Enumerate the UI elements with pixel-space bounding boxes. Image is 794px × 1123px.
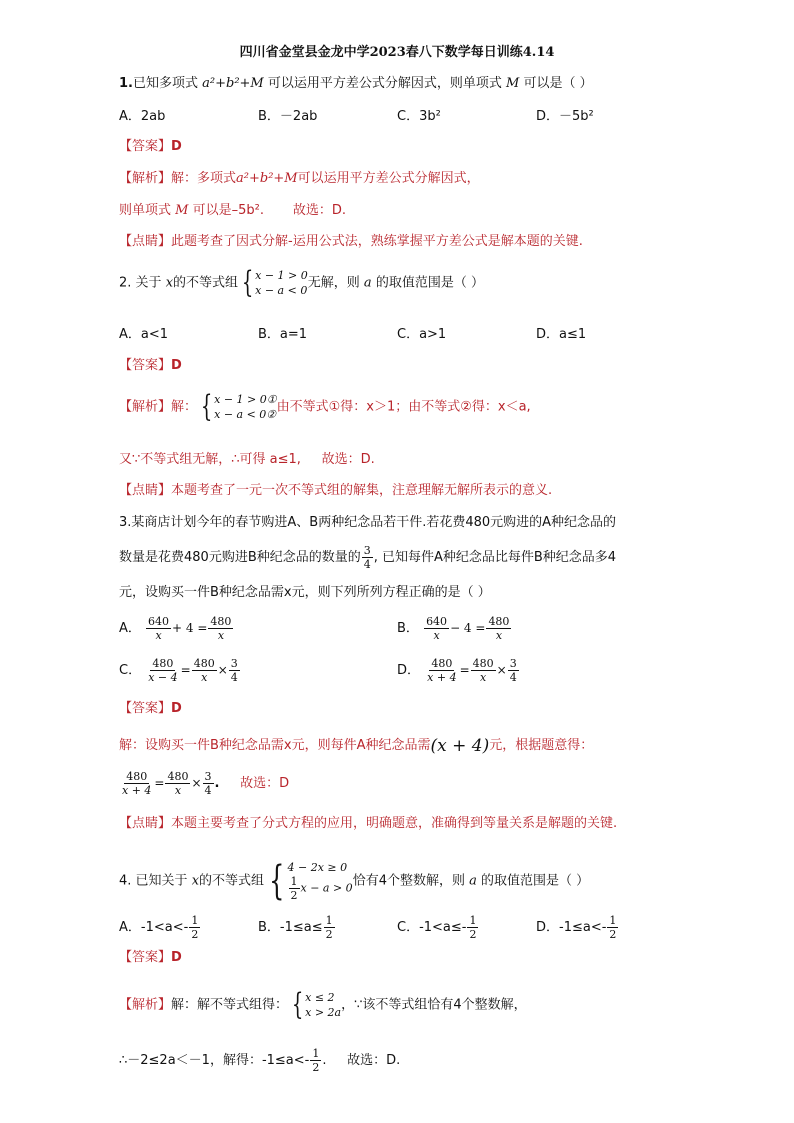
q3-option-c: [119, 657, 241, 684]
q2-stem-text-3: 无解，则: [307, 275, 360, 291]
frac-num: 1: [191, 914, 199, 927]
frac: [120, 770, 153, 797]
frac-num: 1: [469, 914, 477, 927]
q4-inequality-2: [288, 875, 353, 902]
q2-stem: [119, 265, 484, 300]
frac-num: 1: [312, 1047, 320, 1060]
q4-ineq-2-rest: x − a > 0: [300, 881, 353, 895]
period: .: [322, 1053, 327, 1068]
q2-analysis-2c: 故选：D.: [321, 452, 375, 467]
q4-analysis-ineq-1: x ≤ 2: [305, 991, 335, 1004]
q2-inequality-2: x − a < 0: [255, 284, 308, 297]
analysis-tag: 【解析】: [119, 997, 172, 1013]
math-op: ×: [217, 663, 228, 677]
q1-option-a: A．2ab: [119, 109, 166, 124]
q3-stem-line1: 3.某商店计划今年的春节购进A、B两种纪念品若干件.若花费480元购进的A种纪念品的: [119, 515, 617, 530]
q1-monomial: M: [506, 76, 520, 91]
q2-inequality-1: x − 1 > 0: [255, 269, 308, 282]
math-op: =: [180, 663, 191, 677]
q4-inequality-1: 4 − 2x ≥ 0: [287, 861, 348, 874]
q1-analysis: [119, 170, 480, 188]
q4-stem: [119, 860, 589, 902]
q2-comment: [119, 482, 552, 500]
q3-option-d: [397, 657, 520, 684]
frac-den: x: [217, 629, 225, 642]
q2-answer: [119, 357, 182, 375]
q1-analysis-2c: 故选：D.: [292, 203, 347, 218]
option-text: A．-1<a<-: [119, 920, 189, 935]
option-text: B．-1≤a≤: [258, 920, 323, 935]
q3-stem-line3: 元，设购买一件B种纪念品需x元，则下列所列方程正确的是（ ）: [119, 585, 491, 600]
option-text: D．-1≤a<-: [536, 920, 607, 935]
frac: [424, 615, 449, 642]
analysis-tag: 【解析】: [119, 171, 172, 186]
q3-comment-text: 本题主要考查了分式方程的应用，明确题意，准确得到等量关系是解题的关键.: [171, 816, 618, 831]
q4-final-choice: 故选：D.: [347, 1053, 401, 1068]
frac: [607, 914, 618, 941]
option-label: C．: [119, 663, 142, 678]
q4-analysis-text-2: ，∵该不等式组恰有4个整数解，: [341, 997, 527, 1013]
frac-den: x + 4: [427, 671, 457, 684]
q4-stem-text-4: 的取值范围是（ ）: [481, 873, 590, 889]
q3-option-b: [397, 615, 512, 642]
frac: [189, 914, 200, 941]
q4-analysis-system: { x ≤ 2 x > 2a: [291, 987, 342, 1022]
frac-den: 2: [191, 928, 199, 941]
frac-den: 4: [363, 558, 371, 571]
math-op: =: [459, 663, 470, 677]
frac: [192, 657, 217, 684]
option-label: A．: [119, 621, 141, 636]
document-title: 四川省金堂县金龙中学2023春八下数学每日训练4.14: [239, 45, 555, 60]
q3-option-a: [119, 615, 234, 642]
frac: [471, 657, 496, 684]
frac-num: 3: [230, 657, 238, 670]
frac: [486, 615, 511, 642]
frac-num: 480: [210, 615, 232, 628]
q2-comment-text: 本题考查了一元一次不等式组的解集，注意理解无解所表示的意义.: [171, 483, 553, 498]
option-label: B．: [397, 621, 419, 636]
q4-answer-value: D: [171, 950, 182, 965]
answer-tag: 【答案】: [119, 950, 172, 965]
frac-num: 640: [148, 615, 170, 628]
q3-solution-choice: 故选：D: [240, 776, 290, 791]
frac-num: 480: [472, 657, 494, 670]
q2-analysis-2: 又∵不等式组无解，∴可得 a≤1,: [119, 452, 301, 467]
q4-var-a: a: [469, 873, 477, 889]
frac-num: 640: [426, 615, 448, 628]
frac-den: 4: [230, 671, 238, 684]
option-label: D．: [397, 663, 421, 678]
q2-answer-value: D: [171, 358, 182, 373]
q1-analysis-2m: M: [175, 203, 189, 218]
frac: [289, 875, 300, 902]
frac: [208, 615, 233, 642]
q1-stem-text-2: 可以运用平方差公式分解因式，则单项式: [267, 76, 502, 91]
q1-option-c: C．3b²: [397, 109, 441, 124]
frac-den: 2: [312, 1061, 320, 1074]
frac: [203, 770, 214, 797]
q4-final-text: ∴－2≤2a＜－1，解得：-1≤a<-: [119, 1053, 310, 1068]
q3-solution-text: 解：设购买一件B种纪念品需x元，则每件A种纪念品需: [119, 738, 431, 753]
q2-analysis: [119, 389, 531, 424]
q3-answer: [119, 700, 182, 718]
math-op: ×: [191, 776, 202, 790]
q4-option-d: [536, 914, 619, 941]
frac: [324, 914, 335, 941]
frac-num: 1: [609, 914, 617, 927]
q1-analysis-line2: [119, 202, 346, 220]
frac-den: x: [495, 629, 503, 642]
frac-num: 480: [152, 657, 174, 670]
q1-answer: [119, 138, 182, 156]
frac: [146, 615, 171, 642]
q1-option-d: D．－5b²: [536, 109, 594, 124]
frac: [508, 657, 519, 684]
q1-comment: [119, 233, 583, 251]
frac-den: x: [155, 629, 162, 642]
frac-den: x: [480, 671, 487, 684]
frac-den: 2: [290, 889, 298, 902]
q1-analysis-poly: a²+b²+M: [236, 171, 298, 186]
comment-tag: 【点睛】: [119, 816, 172, 831]
answer-tag: 【答案】: [119, 358, 172, 373]
q2-analysis-text-2: 由不等式①得：x＞1；由不等式②得：x＜a,: [276, 399, 531, 415]
q3-solution: [119, 737, 593, 755]
comment-tag: 【点睛】: [119, 483, 172, 498]
q1-polynomial: a²+b²+M: [202, 76, 264, 91]
frac-num: 480: [488, 615, 510, 628]
q4-analysis: [119, 987, 527, 1022]
q3-answer-value: D: [171, 701, 182, 716]
q2-option-b: B．a=1: [258, 327, 308, 342]
frac: [425, 657, 458, 684]
frac-den: 2: [609, 928, 617, 941]
q4-stem-text-3: 恰有4个整数解，则: [352, 873, 465, 889]
q3-fraction-three-quarters: [362, 544, 373, 571]
q3-equation-line: [119, 770, 289, 797]
q2-analysis-line2: [119, 451, 375, 469]
analysis-tag: 【解析】: [119, 399, 172, 415]
q2-stem-text-4: 的取值范围是（ ）: [375, 275, 484, 291]
frac-den: x − 4: [148, 671, 178, 684]
frac: [146, 657, 179, 684]
q4-inequality-system: { 4 − 2x ≥ 0 $\frac{1}{2}$ x − a > 0: [269, 858, 353, 904]
math-op: − 4 =: [450, 621, 486, 635]
frac-den: 4: [509, 671, 517, 684]
q4-stem-text: 4. 已知关于: [119, 873, 188, 889]
q2-analysis-ineq-1: x − 1 > 0①: [214, 393, 277, 406]
frac-den: x: [201, 671, 208, 684]
frac: [229, 657, 240, 684]
q3-solution-expr: (x + 4): [430, 736, 490, 756]
math-op: + 4 =: [172, 621, 208, 635]
q1-analysis-text-2: 可以运用平方差公式分解因式，: [297, 171, 480, 186]
q4-final: [119, 1047, 400, 1074]
q1-option-b: B．－2ab: [258, 109, 318, 124]
option-text: C．-1<a≤-: [397, 920, 467, 935]
math-op: ×: [496, 663, 507, 677]
q4-answer: [119, 949, 182, 967]
q1-stem-text: 已知多项式: [132, 76, 198, 91]
answer-tag: 【答案】: [119, 139, 172, 154]
q3-stem-line2: [119, 544, 616, 571]
frac: [165, 770, 190, 797]
frac-num: 480: [126, 770, 148, 783]
q2-option-c: C．a>1: [397, 327, 447, 342]
period: .: [214, 776, 220, 791]
q2-stem-text-2: 的不等式组: [173, 275, 239, 291]
answer-tag: 【答案】: [119, 701, 172, 716]
q2-analysis-ineq-2: x − a < 0②: [214, 408, 277, 421]
q4-stem-text-2: 的不等式组: [199, 873, 265, 889]
q4-option-a: [119, 914, 201, 941]
q1-stem-text-3: 可以是（ ）: [523, 76, 593, 91]
q2-analysis-system: { x − 1 > 0① x − a < 0②: [200, 389, 277, 424]
q1-number: 1.: [119, 76, 133, 91]
q2-analysis-text: 解：: [171, 399, 198, 415]
q1-comment-text: 此题考查了因式分解-运用公式法，熟练掌握平方差公式是解本题的关键.: [171, 234, 583, 249]
q4-var-x: x: [191, 873, 200, 889]
q4-analysis-text: 解：解不等式组得：: [171, 997, 289, 1013]
frac-num: 480: [167, 770, 189, 783]
frac: [467, 914, 478, 941]
frac-den: 2: [325, 928, 333, 941]
q1-stem: [119, 75, 593, 93]
q2-inequality-system: { x − 1 > 0 x − a < 0: [241, 265, 308, 300]
q3-line2-text-2: , 已知每件A种纪念品比每件B种纪念品多4: [373, 550, 617, 565]
q2-stem-text: 2. 关于: [119, 275, 162, 291]
frac-den: x: [433, 629, 440, 642]
q2-option-a: A．a<1: [119, 327, 169, 342]
frac-num: 3: [204, 770, 212, 783]
q2-var-a: a: [363, 275, 372, 291]
q3-solution-text-2: 元，根据题意得：: [489, 738, 594, 753]
frac: [310, 1047, 321, 1074]
q4-option-c: [397, 914, 479, 941]
frac-den: x + 4: [122, 784, 152, 797]
frac-den: x: [174, 784, 182, 797]
q2-option-d: D．a≤1: [536, 327, 587, 342]
q2-var-x: x: [165, 275, 174, 291]
frac-num: 1: [290, 875, 298, 888]
frac-num: 480: [193, 657, 215, 670]
frac-den: 2: [469, 928, 477, 941]
frac-num: 480: [431, 657, 453, 670]
frac-num: 3: [509, 657, 517, 670]
q4-option-b: [258, 914, 336, 941]
q1-analysis-text: 解：多项式: [171, 171, 237, 186]
math-op: =: [154, 776, 165, 790]
q1-analysis-2a: 则单项式: [119, 203, 172, 218]
q3-line2-text: 数量是花费480元购进B种纪念品的数量的: [119, 550, 361, 565]
frac-num: 1: [325, 914, 333, 927]
q1-answer-value: D: [171, 139, 182, 154]
frac-num: 3: [363, 544, 371, 557]
frac-den: 4: [204, 784, 212, 797]
comment-tag: 【点睛】: [119, 234, 172, 249]
q4-analysis-ineq-2: x > 2a: [305, 1006, 342, 1019]
q3-comment: [119, 815, 617, 833]
q1-analysis-2b: 可以是–5b².: [192, 203, 264, 218]
